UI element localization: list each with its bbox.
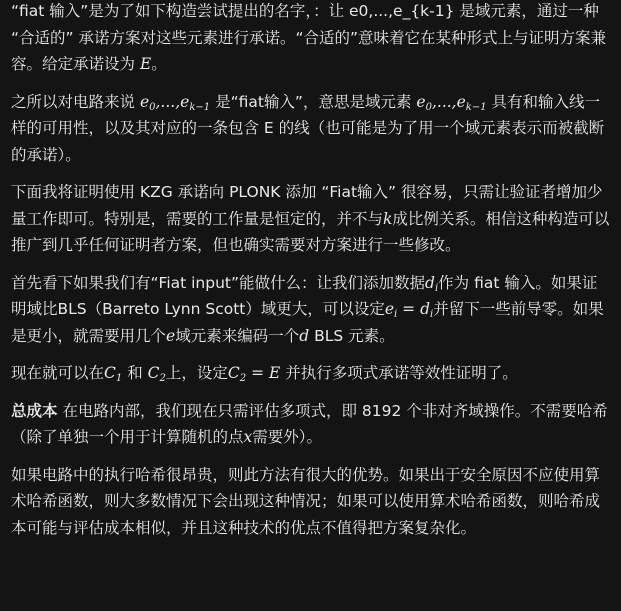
- paragraph-hash-advantage: [11, 462, 611, 542]
- math-expression: $C_1$: [104, 364, 123, 384]
- math-expression: $d_i$: [425, 273, 439, 294]
- paragraph-kzg-plonk: [11, 179, 611, 259]
- text: 成比例关系。相信这种构造可以推广到几乎任何证明者方案，但也确实需要对方案进行一些修改。: [11, 209, 610, 254]
- text: “fiat 输入”是为了如下构造尝试提出的名字，：让 e0,...,e_{k-1} 是域元素，通过一种 “合适的” 承诺方案对这些元素进行承诺。“合适的”意味着它在某种形式上与证明方案兼容。给定承诺设为: [11, 2, 607, 73]
- text: 并留下一些前导零。如果是更小，就需要用几个: [11, 300, 604, 345]
- text: 域元素来编码一个: [175, 326, 300, 345]
- bold-heading: 总成本: [11, 401, 58, 420]
- math-symbol: k: [383, 209, 393, 228]
- text: 下面我将证明使用 KZG 承诺向 PLONK 添加 “Fiat输入” 很容易，只需让验证者增加少量工作即可。特别是，需要的工作量是恒定的，并不与: [11, 183, 603, 228]
- text: 。: [151, 55, 167, 73]
- math-symbol: E: [139, 55, 152, 73]
- math-expression: $e_0,...,e_{k-1}$: [416, 92, 487, 113]
- text: 作为 fiat 输入。如果证明域比BLS（Barreto Lynn Scott）域更大，可以设定: [11, 273, 598, 318]
- text: 如果电路中的执行哈希很昂贵，则此方法有很大的优势。如果出于安全原因不应使用算术哈希函数，则大多数情况下会出现这种情况；如果可以使用算术哈希函数，则哈希成本可能与评估成本相似，并且这种技术的优点不值得把方案复杂化。: [11, 465, 601, 537]
- paragraph-fiat-input-definition: [11, 0, 611, 78]
- text: 需要外）。: [252, 428, 323, 446]
- text: 在电路内部，我们现在只需评估多项式，即 8192 个非对齐域操作。不需要哈希（除了单独一个用于计算随机的点: [11, 401, 608, 446]
- math-symbol: e: [166, 326, 176, 345]
- text: 具有和输入线一样的可用性，以及其对应的一条包含 E 的线（也可能是为了用一个域元素表示而被截断的承诺）。: [11, 92, 605, 164]
- paragraph-total-cost: [11, 398, 611, 451]
- text: 现在就可以在: [11, 364, 105, 382]
- math-symbol: d: [299, 326, 310, 345]
- paragraph-fiat-input-meaning: [11, 89, 611, 169]
- math-expression: $C_2 = E$: [227, 364, 281, 384]
- math-symbol: x: [243, 428, 253, 446]
- paragraph-fiat-input-usage: [11, 270, 611, 350]
- text: 是“fiat输入”，意思是域元素: [210, 92, 417, 111]
- math-expression: $e_0,...,e_{k-1}$: [139, 92, 211, 113]
- text: 和: [122, 364, 148, 382]
- text: 并执行多项式承诺等效性证明了。: [280, 364, 518, 382]
- text: 首先看下如果我们有“Fiat input”能做什么：让我们添加数据: [11, 273, 426, 292]
- text: 上，设定: [165, 364, 228, 382]
- paragraph-commitment-equivalence: [11, 360, 611, 387]
- math-expression: $C_2$: [147, 364, 166, 384]
- text: BLS 元素。: [309, 326, 395, 345]
- math-expression: $e_i = d_i$: [384, 300, 434, 320]
- text: 之所以对电路来说: [11, 92, 140, 111]
